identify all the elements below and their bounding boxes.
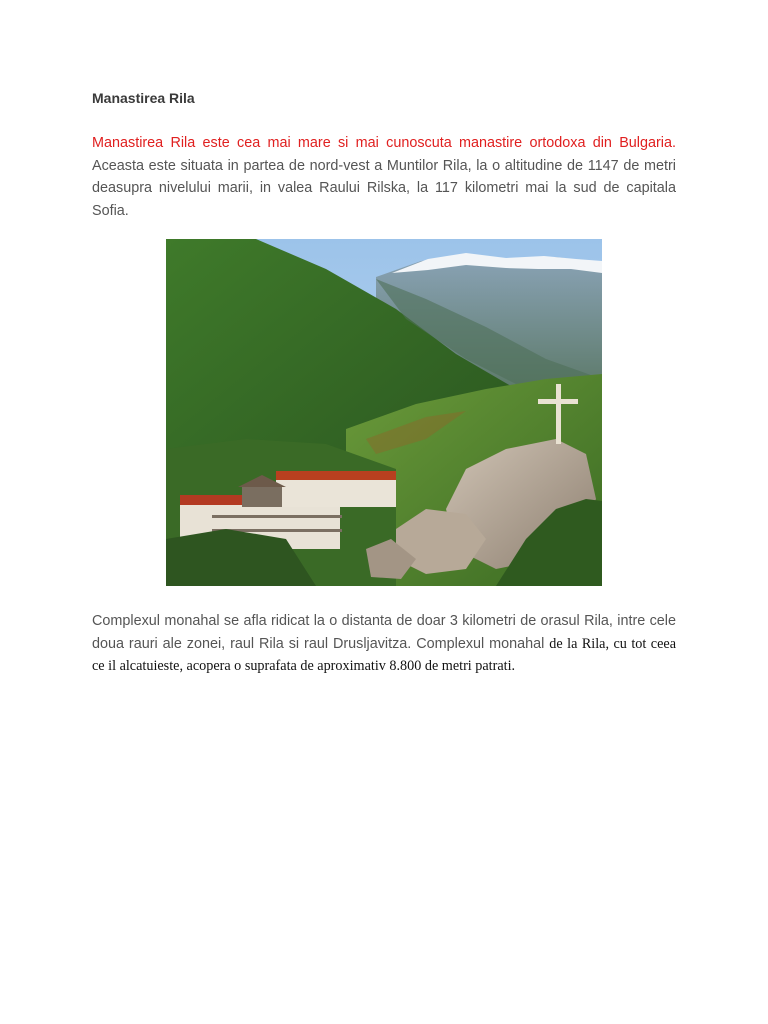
complex-paragraph (92, 610, 676, 678)
complex-serif-text: de la Rila, cu tot ceea ce il alcatuieste, acopera o suprafata de aproximativ 8.800 de metri patrati. (92, 635, 676, 674)
intro-highlight-text: Manastirea Rila este cea mai mare si mai cunoscuta manastire ortodoxa din Bulgaria. (92, 135, 676, 151)
intro-paragraph (92, 132, 676, 222)
complex-body-text: Complexul monahal se afla ridicat la o distanta de doar 3 kilometri de orasul Rila, intre cele doua rauri ale zonei, raul Rila si raul Drusljavitza. Complexul monahal (92, 613, 676, 652)
monastery-landscape-photo (166, 239, 602, 586)
intro-body-text: Aceasta este situata in partea de nord-vest a Muntilor Rila, la o altitudine de 1147 de metri deasupra nivelului marii, in valea Raului Rilska, la 117 kilometri mai la sud de capitala Sofia. (92, 157, 676, 219)
page-title: Manastirea Rila (92, 90, 195, 106)
